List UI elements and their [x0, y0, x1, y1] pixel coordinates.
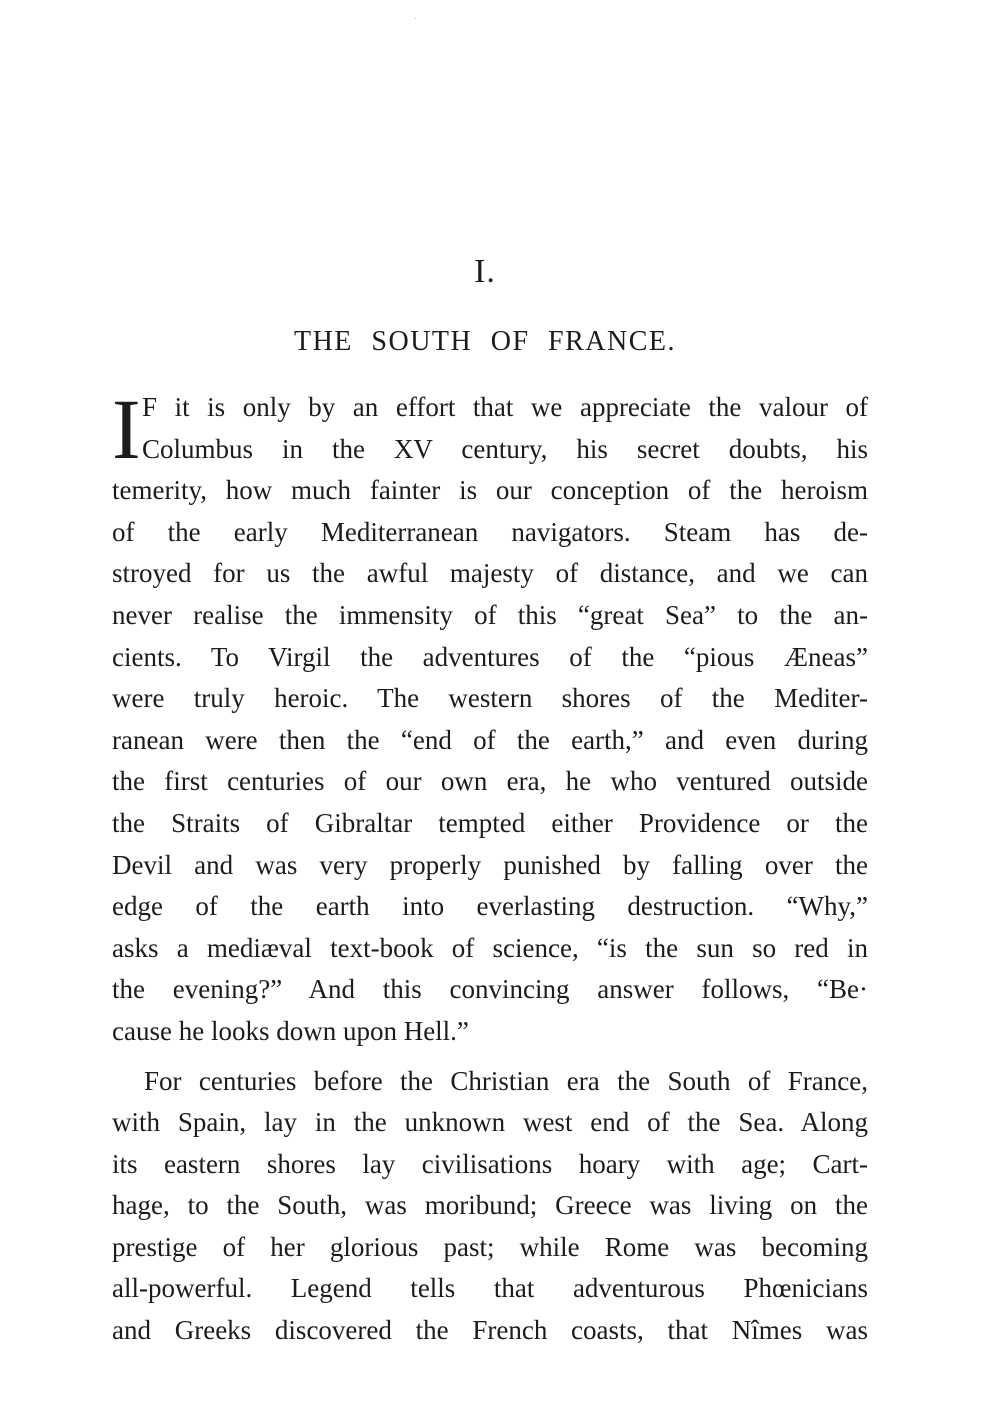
text-line: edge of the earth into everlasting destruction. “Why,”	[112, 891, 868, 922]
paragraph-gap	[112, 1053, 868, 1061]
chapter-number: I.	[474, 253, 496, 290]
text-line: prestige of her glorious past; while Rome was becoming	[112, 1231, 868, 1262]
paragraph-1	[112, 381, 868, 1053]
text-line: Devil and was very properly punished by falling over the	[112, 849, 868, 880]
text-line: the Straits of Gibraltar tempted either Providence or the	[112, 807, 868, 838]
text-line: with Spain, lay in the unknown west end of the Sea. Along	[112, 1107, 868, 1138]
text-line: and Greeks discovered the French coasts, that Nîmes was	[112, 1315, 868, 1346]
text-line: hage, to the South, was moribund; Greece was living on the	[112, 1190, 868, 1221]
text-line: of the early Mediterranean navigators. Steam has de-	[112, 516, 868, 547]
text-line: cients. To Virgil the adventures of the “pious Æneas”	[112, 641, 868, 672]
text-line: For centuries before the Christian era the South of France,	[144, 1065, 868, 1096]
text-line: its eastern shores lay civilisations hoary with age; Cart-	[112, 1148, 868, 1179]
text-line: all-powerful. Legend tells that adventurous Phœnicians	[112, 1273, 868, 1304]
body-text	[112, 381, 868, 1352]
text-line: F it is only by an effort that we appreciate the valour of	[142, 392, 868, 422]
print-speck	[415, 18, 416, 19]
text-line: ranean were then the “end of the earth,” and even during	[112, 724, 868, 755]
text-line: Columbus in the XV century, his secret doubts, his	[142, 433, 868, 464]
text-line: asks a mediæval text-book of science, “is the sun so red in	[112, 932, 868, 963]
text-line: temerity, how much fainter is our conception of the heroism	[112, 475, 868, 506]
paragraph-2	[112, 1061, 868, 1352]
text-line: never realise the immensity of this “great Sea” to the an-	[112, 599, 868, 630]
text-line: stroyed for us the awful majesty of distance, and we can	[112, 558, 868, 589]
text-line: cause he looks down upon Hell.”	[112, 1015, 469, 1046]
text-line: the evening?” And this convincing answer follows, “Be·	[112, 974, 868, 1005]
drop-cap: I	[112, 381, 141, 477]
text-line: were truly heroic. The western shores of the Mediter-	[112, 683, 868, 714]
chapter-title: THE SOUTH OF FRANCE.	[293, 326, 677, 357]
text-line: the first centuries of our own era, he who ventured outside	[112, 766, 868, 797]
